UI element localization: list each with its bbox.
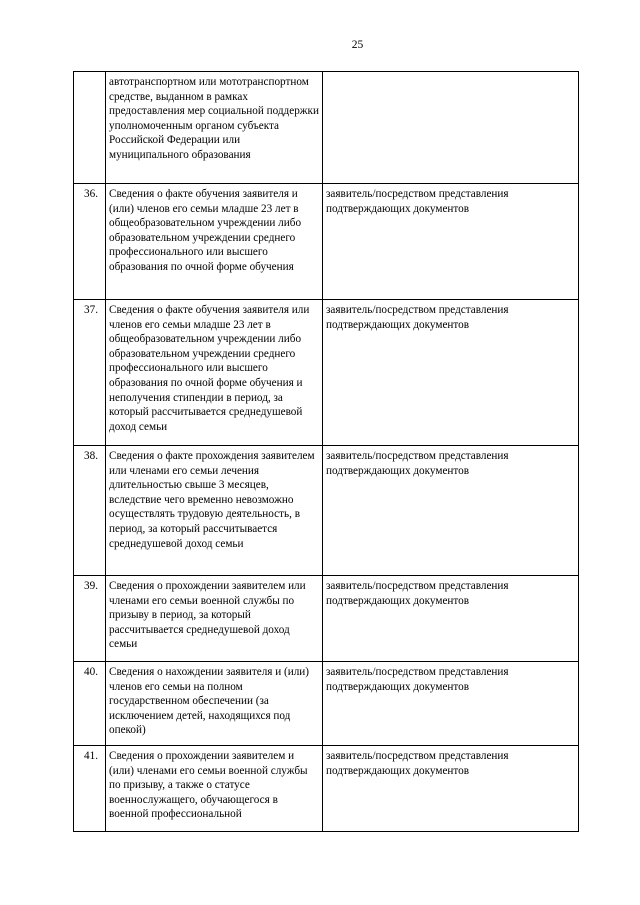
row-number-cell: 36. <box>74 184 106 300</box>
source-cell <box>323 576 579 662</box>
source-text: заявитель/посредством представления подтверждающих документов <box>326 188 509 215</box>
source-text: заявитель/посредством представления подтверждающих документов <box>326 666 509 693</box>
table-row <box>74 662 579 746</box>
row-number-cell: 41. <box>74 746 106 832</box>
documents-table <box>73 71 579 832</box>
info-cell <box>106 746 323 832</box>
source-text: заявитель/посредством представления подтверждающих документов <box>326 580 509 607</box>
info-cell <box>106 72 323 184</box>
row-number-cell <box>74 72 106 184</box>
row-number-cell: 37. <box>74 300 106 446</box>
source-cell <box>323 184 579 300</box>
page-number: 25 <box>351 39 364 51</box>
row-number-cell: 39. <box>74 576 106 662</box>
source-cell <box>323 72 579 184</box>
info-cell <box>106 446 323 576</box>
table-row <box>74 446 579 576</box>
row-number-cell: 38. <box>74 446 106 576</box>
source-text: заявитель/посредством представления подтверждающих документов <box>326 750 509 777</box>
info-text: Сведения о прохождении заявителем или членами его семьи военной службы по призыву в период, за который рассчитывается среднедушевой доход семьи <box>109 580 306 651</box>
info-text: Сведения о факте обучения заявителя и (или) членов его семьи младше 23 лет в общеобразовательном учреждении либо образовательном учреждении среднего профессионального или высшего образования по очной форме обучения <box>109 188 302 273</box>
source-cell <box>323 300 579 446</box>
source-cell <box>323 662 579 746</box>
info-text: Сведения о факте прохождения заявителем или членами его семьи лечения длительностью свыше 3 месяцев, вследствие чего временно невозможно осуществлять трудовую деятельность, в период, за который рассчитывается среднедушевой доход семьи <box>109 450 315 550</box>
row-number-cell: 40. <box>74 662 106 746</box>
info-cell <box>106 300 323 446</box>
source-text: заявитель/посредством представления подтверждающих документов <box>326 304 509 331</box>
info-text: Сведения о нахождении заявителя и (или) членов его семьи на полном государственном обеспечении (за исключением детей, находящихся под опекой) <box>109 666 310 737</box>
table-row <box>74 72 579 184</box>
info-text: автотранспортном или мототранспортном средстве, выданном в рамках предоставления мер социальной поддержки уполномоченным органом субъекта Российской Федерации или муниципального образования <box>109 76 319 161</box>
info-cell <box>106 184 323 300</box>
table-row <box>74 184 579 300</box>
info-cell <box>106 662 323 746</box>
source-text: заявитель/посредством представления подтверждающих документов <box>326 450 509 477</box>
table-row <box>74 746 579 832</box>
source-cell <box>323 746 579 832</box>
info-cell <box>106 576 323 662</box>
table-row <box>74 300 579 446</box>
info-text: Сведения о прохождении заявителем и (или) членами его семьи военной службы по призыву, а также о статусе военнослужащего, обучающегося в военной профессиональной <box>109 750 308 821</box>
info-text: Сведения о факте обучения заявителя или членов его семьи младше 23 лет в общеобразовательном учреждении либо образовательном учреждении среднего профессионального или высшего образования по очной форме обучения и неполучения стипендии в период, за который рассчитывается среднедушевой доход семьи <box>109 304 310 433</box>
table-row <box>74 576 579 662</box>
source-cell <box>323 446 579 576</box>
